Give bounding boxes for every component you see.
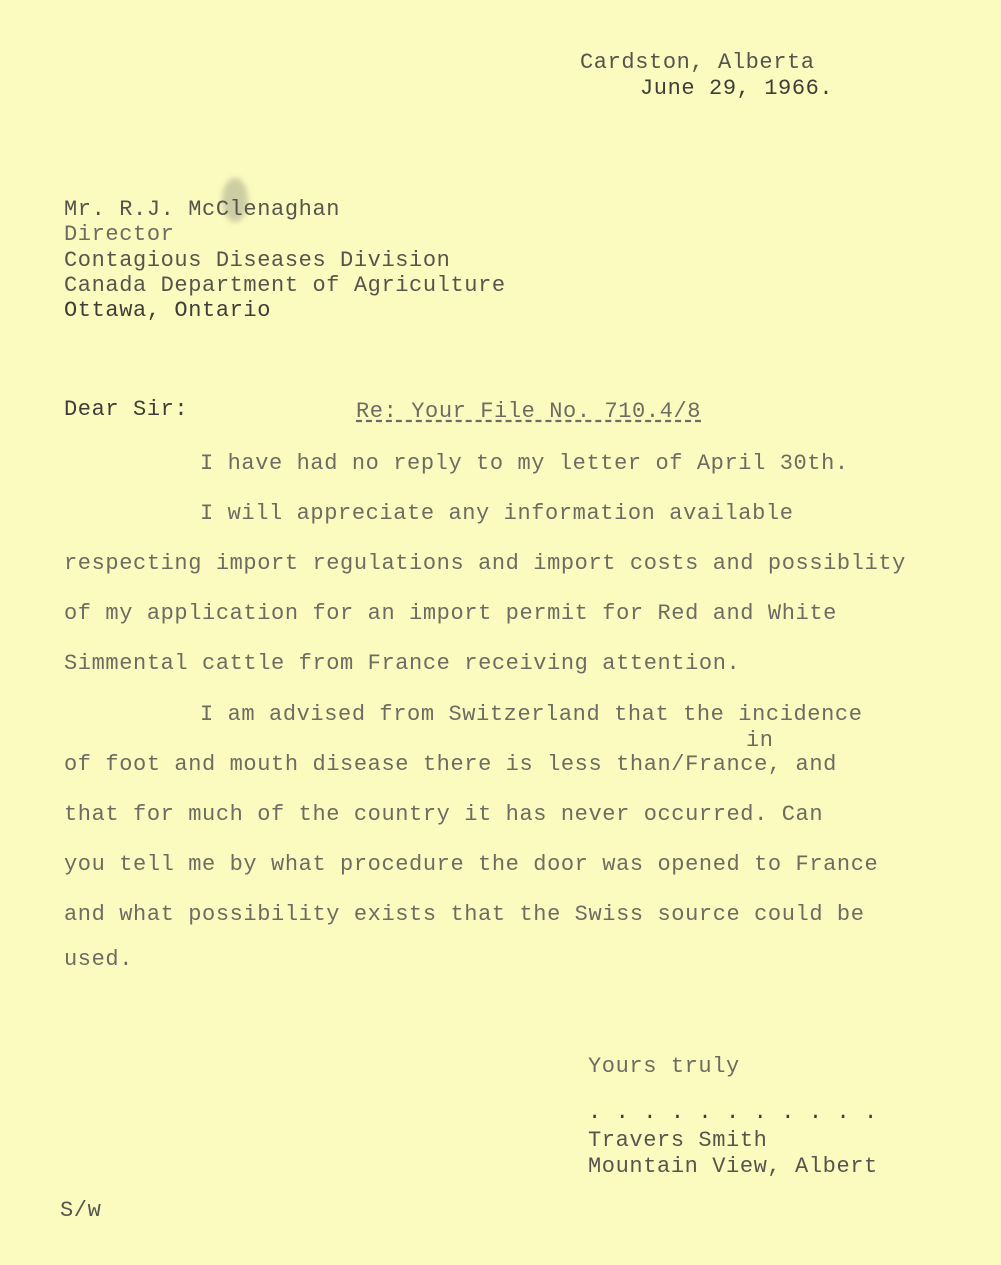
body-paragraph-3-line-5: and what possibility exists that the Swiss source could be: [64, 902, 865, 927]
body-paragraph-3-line-1: I am advised from Switzerland that the incidence: [200, 702, 863, 727]
handwritten-insert: in: [746, 728, 774, 753]
typist-initials: S/w: [60, 1198, 102, 1223]
body-paragraph-2-line-2: respecting import regulations and import costs and possiblity: [64, 551, 906, 576]
recipient-division: Contagious Diseases Division: [64, 248, 451, 273]
body-paragraph-2-line-3: of my application for an import permit for Red and White: [64, 601, 837, 626]
signer-name: Travers Smith: [588, 1128, 768, 1153]
recipient-department: Canada Department of Agriculture: [64, 273, 506, 298]
signature-line: . . . . . . . . . . .: [588, 1100, 878, 1125]
body-paragraph-3-line-6: used.: [64, 947, 134, 972]
body-paragraph-3-line-2: of foot and mouth disease there is less than/France, and: [64, 752, 837, 777]
recipient-name: Mr. R.J. McClenaghan: [64, 197, 341, 222]
recipient-city: Ottawa, Ontario: [64, 298, 272, 323]
letter-date: June 29, 1966.: [640, 76, 834, 101]
body-paragraph-3-line-3: that for much of the country it has never occurred. Can: [64, 802, 824, 827]
body-paragraph-1: I have had no reply to my letter of April 30th.: [200, 451, 849, 476]
letter-place: Cardston, Alberta: [580, 50, 815, 75]
closing: Yours truly: [588, 1054, 740, 1079]
salutation: Dear Sir:: [64, 397, 189, 422]
file-reference: Re: Your File No. 710.4/8: [356, 399, 702, 424]
body-paragraph-3-line-4: you tell me by what procedure the door was opened to France: [64, 852, 879, 877]
recipient-title: Director: [64, 222, 175, 247]
signer-location: Mountain View, Albert: [588, 1154, 878, 1179]
body-paragraph-2-line-1: I will appreciate any information available: [200, 501, 794, 526]
body-paragraph-2-line-4: Simmental cattle from France receiving attention.: [64, 651, 741, 676]
